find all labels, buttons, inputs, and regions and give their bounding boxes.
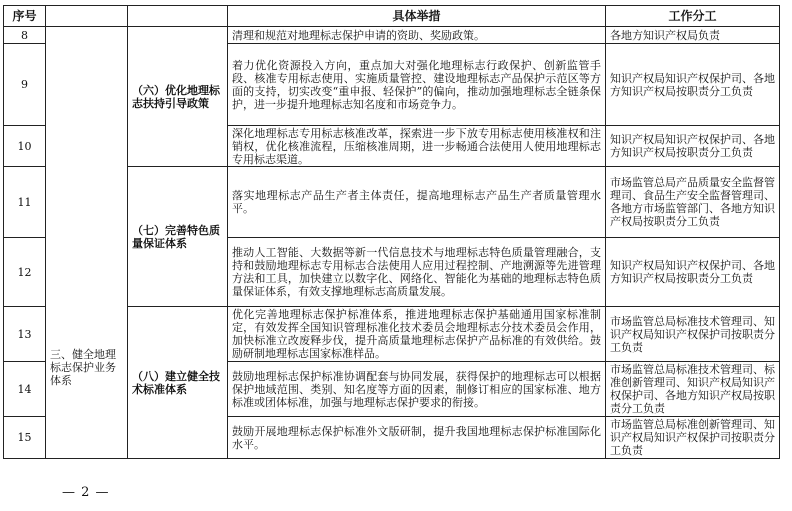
row-number: 11	[4, 167, 46, 238]
assignment-cell: 各地方知识产权局负责	[606, 27, 780, 44]
table-header-row	[4, 6, 780, 27]
section-six-cell	[128, 27, 228, 167]
header-assignment: 工作分工	[606, 6, 780, 27]
section-eight-cell	[128, 307, 228, 459]
header-seq: 序号	[4, 6, 46, 27]
assignment-cell: 市场监管总局标准技术管理司、知识产权局知识产权保护司按职责分工负责	[606, 307, 780, 362]
assignment-cell: 知识产权局知识产权保护司、各地方知识产权局按职责分工负责	[606, 44, 780, 126]
measures-table	[3, 5, 780, 459]
row-number: 14	[4, 362, 46, 417]
measure-cell: 着力优化资源投入方向，重点加大对强化地理标志行政保护、创新监管手段、核准专用标志使用、实施质量管控、建设地理标志产品保护示范区等方面的支持，切实改变“重申报、轻保护”的偏向，推动加强地理标志全链条保护，进一步提升地理标志知名度和市场竞争力。	[228, 44, 606, 126]
row-number: 12	[4, 238, 46, 307]
measure-cell: 落实地理标志产品生产者主体责任，提高地理标志产品生产者质量管理水平。	[228, 167, 606, 238]
measure-cell: 深化地理标志专用标志核准改革，探索进一步下放专用标志使用核准权和注销权，优化核准流程，压缩核准周期，进一步畅通合法使用人使用地理标志专用标志渠道。	[228, 126, 606, 167]
row-number: 9	[4, 44, 46, 126]
measure-cell: 清理和规范对地理标志保护申请的资助、奖励政策。	[228, 27, 606, 44]
row-number: 13	[4, 307, 46, 362]
section-seven-label: （七）完善特色质量保证体系	[132, 223, 220, 250]
assignment-cell: 知识产权局知识产权保护司、各地方知识产权局按职责分工负责	[606, 126, 780, 167]
section-eight-label: （八）建立健全技术标准体系	[132, 369, 220, 396]
assignment-cell: 市场监管总局产品质量安全监督管理司、食品生产安全监督管理司、各地方市场监管部门、各地方知识产权局按职责分工负责	[606, 167, 780, 238]
row-number: 10	[4, 126, 46, 167]
category-label: 三、健全地理标志保护业务体系	[50, 348, 116, 387]
category-cell	[46, 27, 128, 459]
measure-cell: 推动人工智能、大数据等新一代信息技术与地理标志特色质量管理融合，支持和鼓励地理标志专用标志合法使用人应用过程控制、产地溯源等先进管理方法和工具，加快建立以数字化、网络化、智能化为基础的地理标志特色质量保证体系，有效支撑地理标志高质量发展。	[228, 238, 606, 307]
measure-cell: 鼓励地理标志保护标准协调配套与协同发展，获得保护的地理标志可以根据保护地域范围、类别、知名度等方面的因素，制修订相应的国家标准、地方标准或团体标准，加强与地理标志保护要求的衔接。	[228, 362, 606, 417]
header-category	[46, 6, 128, 27]
assignment-cell: 市场监管总局标准技术管理司、标准创新管理司、知识产权局知识产权保护司、各地方知识产权局按职责分工负责	[606, 362, 780, 417]
page-number: — 2 —	[62, 485, 110, 500]
row-number: 8	[4, 27, 46, 44]
assignment-cell: 市场监管总局标准创新管理司、知识产权局知识产权保护司按职责分工负责	[606, 417, 780, 459]
measure-cell: 优化完善地理标志保护标准体系，推进地理标志保护基础通用国家标准制定，有效发挥全国知识管理标准化技术委员会地理标志分技术委员会作用，加快标准立改废释步伐，提升高质量地理标志保护产品标准的有效供给。鼓励研制地理标志国家标准样品。	[228, 307, 606, 362]
section-seven-cell	[128, 167, 228, 307]
header-section	[128, 6, 228, 27]
table-row	[4, 27, 780, 44]
header-measures: 具体举措	[228, 6, 606, 27]
section-six-label: （六）优化地理标志扶持引导政策	[132, 83, 220, 110]
measure-cell: 鼓励开展地理标志保护标准外文版研制，提升我国地理标志保护标准国际化水平。	[228, 417, 606, 459]
assignment-cell: 知识产权局知识产权保护司、各地方知识产权局按职责分工负责	[606, 238, 780, 307]
row-number: 15	[4, 417, 46, 459]
